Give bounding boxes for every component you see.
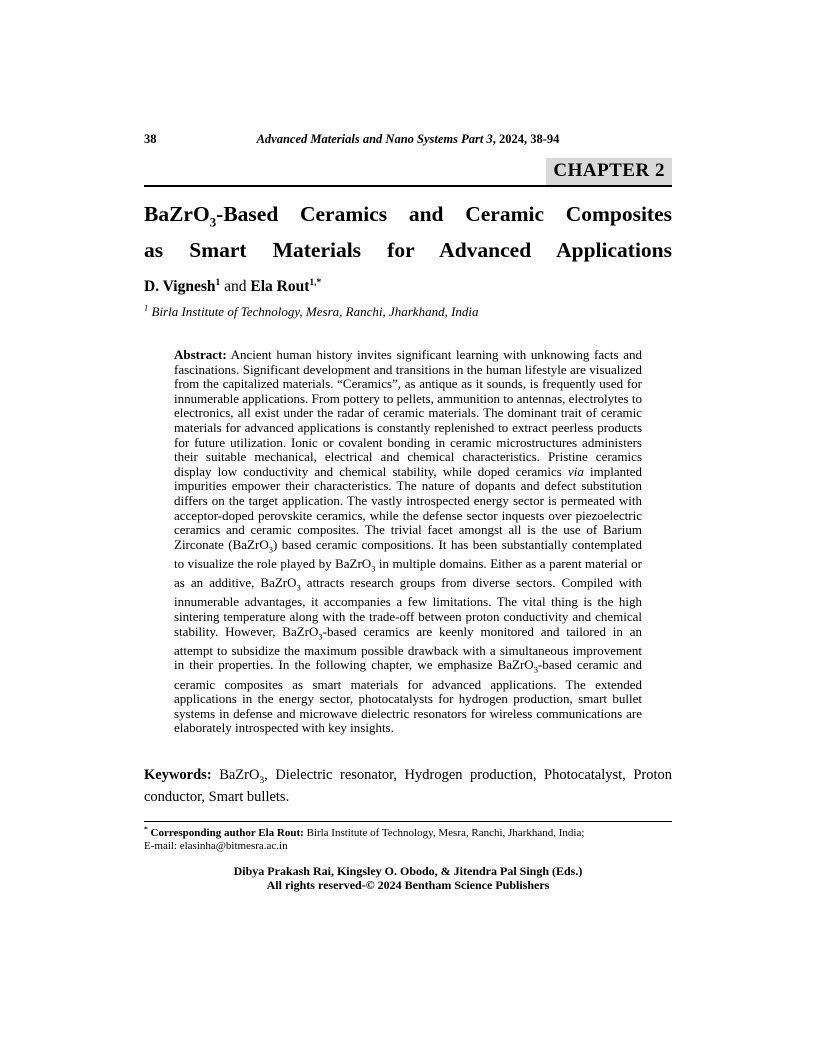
chapter-header-rule bbox=[144, 158, 672, 187]
affiliation-marker: 1 bbox=[144, 302, 149, 313]
running-title bbox=[204, 132, 612, 147]
abstract-label: Abstract: bbox=[174, 347, 227, 363]
running-head bbox=[144, 132, 672, 147]
footnote-marker: * bbox=[144, 824, 148, 834]
footnote-email-line: E-mail: elasinha@bitmesra.ac.in bbox=[144, 839, 288, 852]
publisher-block bbox=[144, 864, 672, 892]
page-content bbox=[144, 132, 672, 892]
chapter-title-line1: BaZrO$_3$-Based Ceramics and Ceramic Composites bbox=[144, 201, 672, 230]
keywords bbox=[144, 767, 672, 806]
author-2-affiliation-marker: 1,* bbox=[309, 277, 322, 288]
authors-line bbox=[144, 278, 672, 296]
author-1-affiliation-marker: 1 bbox=[215, 277, 221, 288]
chapter-title-line2: as Smart Materials for Advanced Applications bbox=[144, 238, 672, 263]
author-1: D. Vignesh bbox=[144, 278, 216, 296]
running-title-book: Advanced Materials and Nano Systems Part 3 bbox=[256, 132, 493, 146]
chapter-title bbox=[144, 200, 672, 264]
corresponding-author-footnote bbox=[144, 822, 672, 853]
chapter-badge: CHAPTER 2 bbox=[546, 158, 672, 185]
affiliation-line bbox=[144, 304, 672, 320]
keywords-label: Keywords: bbox=[144, 766, 212, 783]
author-connector: and bbox=[220, 278, 251, 296]
abstract-text: Ancient human history invites significant learning with unknowing facts and fascinations. Significant development and transitions in the human lifestyle are visualized from the capitalized materials. “Ceramics”, as antique as it sounds, is frequently used for innumerable applications. From pottery to pellets, ammunition to antennas, electrolytes to electronics, all exist under the radar of ceramic materials. The dominant trait of ceramic materials for advanced applications is constantly replenished to extract peerless products for future utilization. Ionic or covalent bonding in ceramic microstructures administers their suitable mechanical, electrical and chemical characteristics. Pristine ceramics display low conductivity and chemical stability, while doped ceramics via implanted impurities empower their characteristics. The nature of dopants and defect substitution differs on the target application. The vastly introspected energy sector is permeated with acceptor-doped perovskite ceramics, while the defense sector inquests over piezoelectric ceramics and ceramic composites. The trivial facet amongst all is the use of Barium Zirconate (BaZrO$_3$) based ceramic compositions. It has been substantially contemplated to visualize the role played by BaZrO$_3$ in multiple domains. Either as a parent material or as an additive, BaZrO$_3$ attracts research groups from diverse sectors. Compiled with innumerable advantages, it accompanies a few limitations. The vital thing is the high sintering temperature along with the trade-off between proton conductivity and chemical stability. However, BaZrO$_3$-based ceramics are keenly monitored and tailored in an attempt to subsidize the maximum possible drawback with a simultaneous improvement in their properties. In the following chapter, we emphasize BaZrO$_3$-based ceramic and ceramic composites as smart materials for advanced applications. The extended applications in the energy sector, photocatalysts for hydrogen production, smart bullet systems in defense and microwave dielectric resonators for wireless communications are elaborately introspected with key insights. bbox=[174, 347, 642, 736]
footnote-text: Birla Institute of Technology, Mesra, Ranchi, Jharkhand, India; bbox=[303, 826, 585, 839]
editors-line: Dibya Prakash Rai, Kingsley O. Obodo, & Jitendra Pal Singh (Eds.) bbox=[233, 863, 583, 878]
footnote-label: Corresponding author Ela Rout: bbox=[150, 826, 304, 839]
abstract bbox=[174, 348, 642, 736]
running-title-pages: , 2024, 38-94 bbox=[492, 132, 560, 146]
rights-line: All rights reserved-© 2024 Bentham Science Publishers bbox=[266, 877, 550, 892]
page-number: 38 bbox=[144, 132, 157, 146]
author-2: Ela Rout bbox=[250, 278, 310, 296]
keywords-text: BaZrO$_3$, Dielectric resonator, Hydrogen production, Photocatalyst, Proton conductor, Smart bullets. bbox=[144, 766, 672, 806]
affiliation-text: Birla Institute of Technology, Mesra, Ranchi, Jharkhand, India bbox=[148, 304, 479, 320]
footnote-line1 bbox=[144, 824, 672, 840]
